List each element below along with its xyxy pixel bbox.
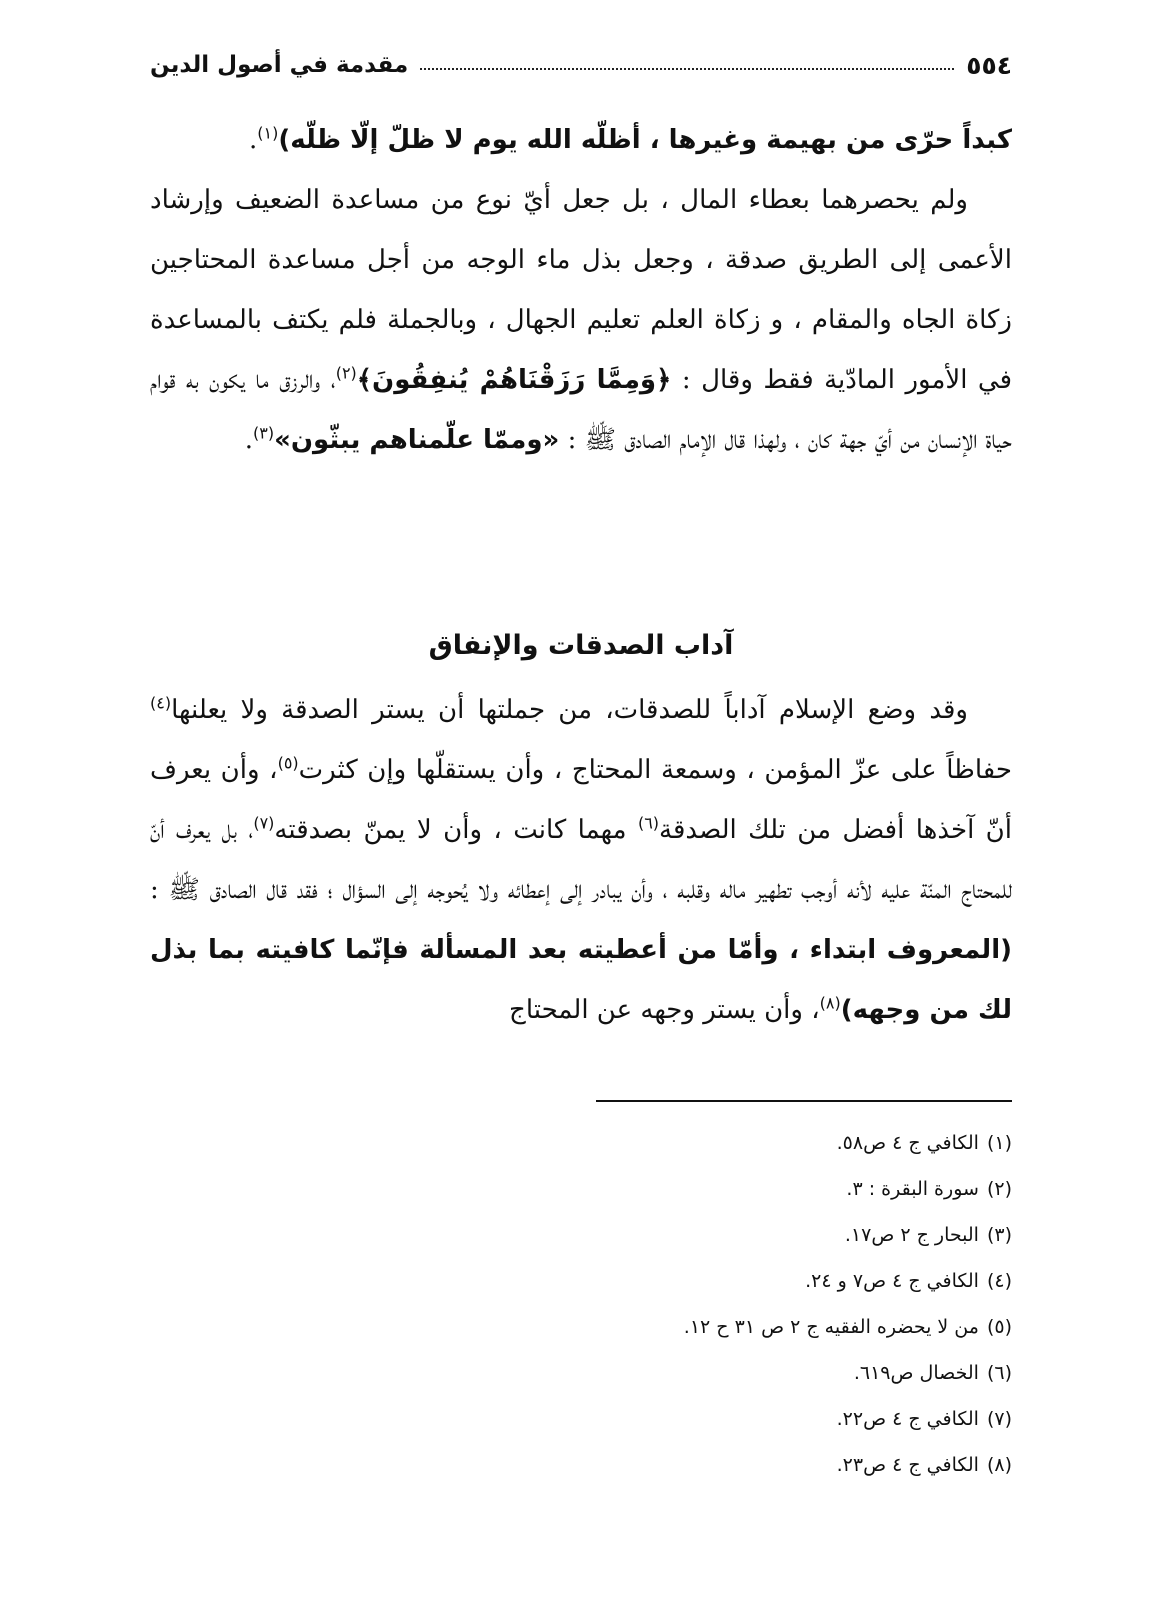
paragraph-charity-types [150,170,1012,470]
footnote-text: سورة البقرة : ٣. [846,1178,979,1200]
paragraph-charity-etiquette [150,680,1012,1040]
footnote-item [450,1258,1012,1304]
paragraph-text: ، وأن يستر وجهه عن المحتاج [509,995,820,1025]
footnote-number: (٥) [986,1316,1012,1338]
footnote-ref: (٢) [335,363,357,383]
footnote-text: الكافي ج ٤ ص٥٨. [836,1132,979,1154]
footnote-number: (١) [986,1132,1012,1154]
footnote-number: (٢) [986,1178,1012,1200]
footnote-item [450,1442,1012,1488]
book-title: مقدمة في أصول الدين [150,52,409,78]
footnote-text: الخصال ص٦١٩. [853,1362,979,1384]
footnote-ref: (٣) [252,423,275,443]
footnote-item [450,1120,1012,1166]
footnote-item [450,1304,1012,1350]
footnote-text: البحار ج ٢ ص١٧. [844,1224,979,1246]
paragraph-text: ، والرزق ما يكون به قوام حياة الإنسان من أيّ جهة كان ، ولهذا قال الإمام الصادق ﷺ : [150,365,1012,455]
footnote-item [450,1212,1012,1258]
section-heading: آداب الصدقات والإنفاق [428,630,734,661]
header-dot-leader [420,68,954,70]
footnote-number: (٦) [986,1362,1012,1384]
punctuation: . [244,425,253,455]
footnote-number: (٤) [986,1270,1012,1292]
body-text-section-2 [150,680,1012,1040]
footnote-ref: (١) [257,123,279,143]
paragraph-text: وقد وضع الإسلام آداباً للصدقات، من جملتها أن يستر الصدقة ولا يعلنها [171,695,968,725]
paragraph-text: ، بل يعرف أنّ للمحتاج المنّة عليه لأنه أوجب تطهير ماله وقلبه ، وأن يبادر إلى إعطائه ولا يُحوجه إلى السؤال ؛ فقد قال الصادق ﷺ : [150,815,1012,905]
footnote-number: (٧) [986,1408,1012,1430]
page-number: ٥٥٤ [966,50,1012,80]
footnote-text: من لا يحضره الفقيه ج ٢ ص ٣١ ح ١٢. [683,1316,979,1338]
footnote-ref: (٤) [150,693,172,713]
punctuation: . [248,125,258,155]
running-header [150,40,1012,90]
footnote-divider [596,1100,1012,1102]
paragraph-hadith-end [150,110,1012,170]
paragraph-text: ، وأن يعرف أنّ آخذها أفضل من تلك الصدقة [150,755,1013,845]
paragraph-text: مهما كانت ، وأن لا يمنّ بصدقته [274,815,627,845]
footnotes-list [450,1120,1012,1488]
quran-verse: ﴿وَمِمَّا رَزَقْنَاهُمْ يُنفِقُونَ﴾ [356,365,672,395]
footnote-ref: (٥) [277,753,299,773]
hadith-quote: (المعروف ابتداء ، وأمّا من أعطيته بعد المسألة فإنّما كافيته بما بذل لك من وجهه) [150,935,1012,1025]
footnote-ref: (٧) [253,813,275,833]
footnote-number: (٨) [986,1454,1012,1476]
hadith-quote: «وممّا علّمناهم يبثّون» [274,425,560,455]
footnote-number: (٣) [986,1224,1012,1246]
body-text-section-1 [150,110,1012,470]
paragraph-text: حفاظاً على عزّ المؤمن ، وسمعة المحتاج ، وأن يستقلّها وإن كثرت [298,755,1012,785]
hadith-quote: كبداً حرّى من بهيمة وغيرها ، أظلّه الله يوم لا ظلّ إلّا ظلّه) [278,125,1012,155]
footnote-ref: (٦) [637,813,660,833]
footnote-text: الكافي ج ٤ ص٧ و ٢٤. [805,1270,979,1292]
footnote-item [450,1166,1012,1212]
footnote-ref: (٨) [819,993,841,1013]
footnote-text: الكافي ج ٤ ص٢٢. [836,1408,979,1430]
paragraph-text: ولم يحصرهما بعطاء المال ، بل جعل أيّ نوع من مساعدة الضعيف وإرشاد الأعمى إلى الطريق صدقة ، وجعل بذل ماء الوجه من أجل مساعدة المحتاجين زكاة الجاه والمقام ، و زكاة العلم تعليم الجهال ، وبالجملة فلم يكتف بالمساعدة في الأمور المادّية فقط وقال : [150,185,1013,395]
footnote-text: الكافي ج ٤ ص٢٣. [836,1454,979,1476]
footnote-item [450,1396,1012,1442]
footnote-item [450,1350,1012,1396]
